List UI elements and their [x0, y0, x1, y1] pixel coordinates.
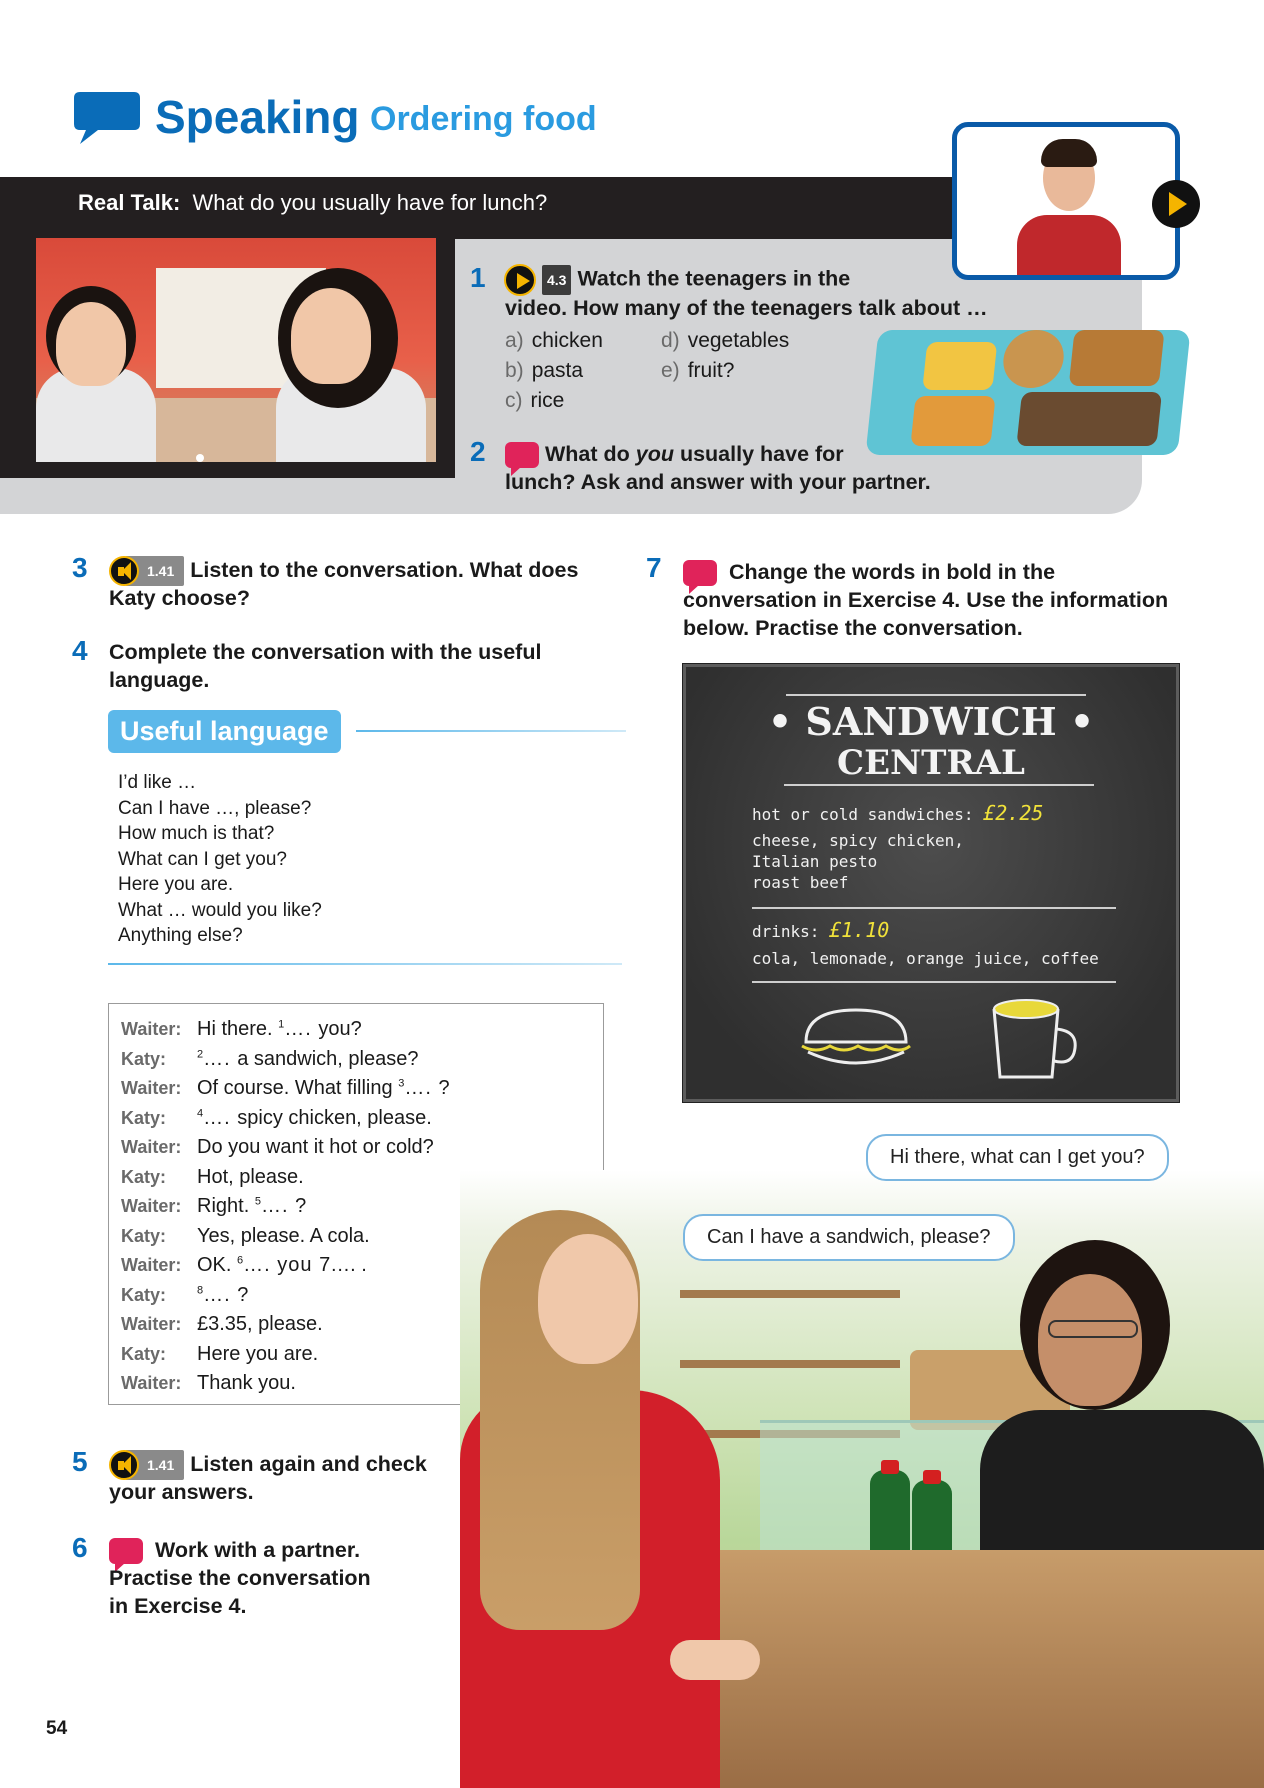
shop-photo — [460, 1170, 1264, 1788]
option-e: e) fruit? — [661, 359, 735, 382]
menu-title: • SANDWICH • — [767, 699, 1095, 744]
dialogue-line: Waiter: £3.35, please. — [121, 1313, 323, 1335]
play-video-icon[interactable] — [1152, 180, 1200, 228]
list-item: What can I get you? — [118, 848, 287, 870]
talk-icon — [683, 560, 717, 586]
exercise-5-instruction: 1.41 Listen again and check — [109, 1450, 427, 1480]
waiter-speech-bubble: Hi there, what can I get you? — [866, 1134, 1169, 1181]
option-b: b) pasta — [505, 359, 584, 382]
page-subtitle: Ordering food — [370, 100, 597, 138]
talk-icon — [505, 442, 539, 468]
dialogue-line: Waiter: Of course. What filling $^3$…. ? — [121, 1077, 450, 1099]
dialogue-line: Waiter: Hi there. $^1$…. you? — [121, 1018, 362, 1040]
exercise-2-number: 2 — [470, 436, 486, 467]
dialogue-line: Waiter: Thank you. — [121, 1372, 296, 1394]
list-item: How much is that? — [118, 823, 275, 844]
dialogue-line: Katy: Yes, please. A cola. — [121, 1224, 370, 1247]
video-play-icon[interactable] — [504, 264, 536, 296]
exercise-1-number: 1 — [470, 262, 486, 293]
coffee-cup-icon — [986, 995, 1086, 1085]
audio-track-number: 1.41 — [125, 1450, 184, 1480]
useful-language-list — [118, 770, 322, 949]
option-d: d) vegetables — [661, 329, 790, 352]
real-talk-question: Real Talk: What do you usually have for lunch? — [78, 190, 548, 215]
list-item: Here you are. — [118, 874, 234, 895]
talk-icon — [109, 1538, 143, 1564]
dialogue-line: Katy: $^2$…. a sandwich, please? — [121, 1047, 419, 1070]
exercise-4-instruction: Complete the conversation with the useful — [109, 640, 542, 664]
exercise-5-number: 5 — [72, 1446, 88, 1477]
exercise-4-number: 4 — [72, 635, 88, 666]
divider — [356, 730, 626, 732]
page-title: Speaking — [155, 91, 360, 143]
list-item: Anything else? — [118, 925, 243, 946]
dialogue-line: Katy: $^4$…. spicy chicken, please. — [121, 1106, 432, 1129]
dialogue-line: Waiter: OK. $^6$…. you 7…. . — [121, 1254, 367, 1276]
list-item: I’d like … — [118, 772, 197, 793]
video-thumbnail[interactable] — [952, 122, 1180, 280]
lunch-photo — [36, 238, 436, 462]
dialogue-line: Katy: Here you are. — [121, 1342, 319, 1365]
dialogue-line: Waiter: Right. $^5$…. ? — [121, 1195, 307, 1217]
sandwich-price-line: hot or cold sandwiches: £2.25 — [752, 801, 1044, 825]
audio-track-number: 1.41 — [125, 556, 184, 586]
katy-speech-bubble: Can I have a sandwich, please? — [683, 1214, 1015, 1261]
option-c: c) rice — [505, 389, 565, 412]
exercise-6-instruction: Work with a partner. — [109, 1536, 360, 1564]
exercise-3-instruction: 1.41 Listen to the conversation. What does — [109, 556, 578, 586]
divider — [108, 963, 622, 965]
sandwich-icon — [796, 1002, 916, 1082]
list-item: Can I have …, please? — [118, 797, 312, 819]
dialogue-line: Waiter: Do you want it hot or cold? — [121, 1136, 434, 1158]
list-item: What … would you like? — [118, 899, 322, 921]
video-track-number: 4.3 — [542, 265, 571, 295]
exercise-6-number: 6 — [72, 1532, 88, 1563]
dialogue-line: Katy: $^8$…. ? — [121, 1283, 249, 1306]
dialogue-line: Katy: Hot, please. — [121, 1165, 304, 1188]
sandwich-central-menu: • SANDWICH • CENTRAL hot or cold sandwiches: £2.25 cheese, spicy chicken, Italian pesto roast beef drinks: £1.10 cola, lemonade, orange juice, coffee — [683, 664, 1179, 1102]
speech-bubble-icon — [72, 88, 142, 146]
exercise-7-instruction: Change the words in bold in the — [683, 558, 1055, 586]
drinks-price-line: drinks: £1.10 — [752, 918, 890, 942]
exercise-3-number: 3 — [72, 552, 88, 583]
exercise-1-instruction: 4.3 Watch the teenagers in the — [504, 264, 850, 296]
option-a: a) chicken — [505, 329, 603, 352]
lunch-tray-image — [865, 330, 1190, 455]
useful-language-heading: Useful language — [108, 710, 341, 753]
exercise-2-instruction: What do you usually have for — [505, 440, 844, 468]
exercise-7-number: 7 — [646, 552, 662, 583]
page-number: 54 — [46, 1718, 68, 1739]
